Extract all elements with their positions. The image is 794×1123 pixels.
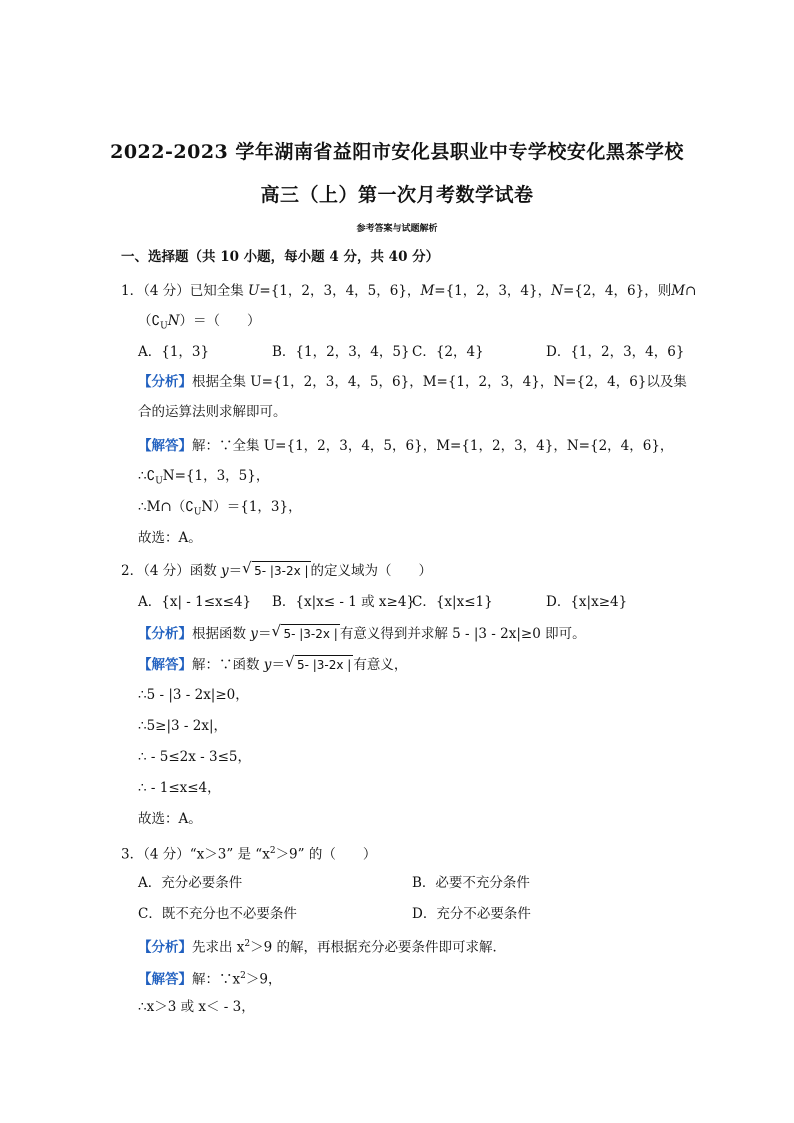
- q2-radicand: 5- |3-2x |: [252, 561, 310, 580]
- q2-stem-text: 2．（4 分）函数: [121, 563, 222, 579]
- q1-analysis: [138, 373, 687, 391]
- q3-analysis: [138, 935, 506, 957]
- q3-analysis-sup: 2: [244, 939, 251, 949]
- q1-solution: [138, 437, 673, 455]
- q2-solution-equals: ＝: [271, 657, 285, 673]
- sqrt-icon: √: [271, 622, 281, 640]
- q2-analysis-equals: ＝: [257, 626, 272, 642]
- q2-solution: [138, 655, 407, 674]
- q1-set-u: ={1，2，3，4，5，6}，: [259, 283, 421, 299]
- q1-analysis-line-2: 合的运算法则求解即可。: [138, 404, 287, 420]
- page-title-line-1: 2022-2023 学年湖南省益阳市安化县职业中专学校安化黑茶学校: [110, 141, 684, 163]
- question-3-stem: [121, 842, 376, 864]
- q2-analysis-tag: 【分析】: [138, 626, 192, 642]
- page-title-line-2: 高三（上）第一次月考数学试卷: [260, 184, 534, 206]
- q1-solution-step-1: [138, 467, 269, 491]
- q3-solution: [138, 967, 281, 989]
- q1-solution-tag: 【解答】: [138, 438, 192, 454]
- q1-var-m2: M: [671, 283, 686, 299]
- q1-step2-sub: U: [193, 507, 202, 518]
- q2-stem-end: 的定义域为（ ）: [310, 563, 433, 579]
- q3-option-a: A．充分必要条件: [138, 875, 243, 891]
- q1-var-n: N: [551, 283, 563, 299]
- q2-solution-radicand: 5- |3-2x |: [295, 655, 353, 674]
- q1-var-n2: N: [167, 313, 180, 329]
- q1-option-c: C．{2，4}: [412, 344, 484, 360]
- q1-stem-end: ）＝（ ）: [179, 313, 261, 329]
- q3-step-1: ∴x＞3 或 x＜ - 3，: [138, 999, 255, 1015]
- q2-option-d: D．{x|x≥4}: [546, 594, 628, 610]
- q1-complement: （∁: [138, 313, 161, 329]
- q3-stem-sup: 2: [269, 846, 276, 856]
- q2-step-4: ∴ - 1≤x≤4，: [138, 780, 221, 796]
- sqrt-icon: √: [284, 653, 295, 671]
- q1-option-b: B．{1，2，3，4，5}: [272, 344, 410, 360]
- q2-option-a: A．{x| - 1≤x≤4}: [138, 594, 252, 610]
- q2-var-y: y: [221, 563, 229, 579]
- q1-step2-a: ∴M∩（∁: [138, 499, 194, 515]
- question-2-stem: [121, 561, 432, 580]
- page-subtitle: 参考答案与试题解析: [356, 224, 438, 234]
- q1-option-a: A．{1，3}: [138, 344, 210, 360]
- q2-solution-text-a: 解：∵函数: [192, 657, 264, 673]
- q3-solution-sup: 2: [240, 971, 246, 981]
- q2-solution-text-b: 有意义，: [353, 657, 408, 673]
- q2-solution-var-y: y: [263, 657, 272, 673]
- q1-analysis-tag: 【分析】: [138, 374, 192, 390]
- q3-analysis-tag: 【分析】: [138, 939, 192, 956]
- q2-step-3: ∴ - 5≤2x - 3≤5，: [138, 749, 251, 765]
- q1-var-u: U: [248, 283, 260, 299]
- q3-option-c: C．既不充分也不必要条件: [138, 906, 297, 922]
- q1-option-d: D．{1，2，3，4，6}: [546, 344, 685, 360]
- q3-solution-text-b: ＞9，: [245, 971, 282, 988]
- q2-step-2: ∴5≥|3 - 2x|，: [138, 718, 228, 734]
- q1-intersect: ∩: [685, 283, 697, 299]
- question-1-stem-line-2: [138, 312, 261, 336]
- q1-stem-text: 1．（4 分）已知全集: [121, 283, 249, 299]
- q3-option-b: B．必要不充分条件: [412, 875, 530, 891]
- q2-analysis: [138, 624, 586, 643]
- q2-analysis-var-y: y: [250, 626, 258, 642]
- q1-step1-b: N={1，3，5}，: [162, 468, 270, 484]
- q2-analysis-radicand: 5- |3-2x |: [281, 624, 339, 643]
- sqrt-icon: √: [242, 559, 252, 577]
- q1-step2-b: N）＝{1，3}，: [201, 499, 302, 515]
- q2-answer: 故选：A。: [138, 811, 202, 827]
- q2-step-1: ∴5 - |3 - 2x|≥0，: [138, 687, 249, 703]
- q2-equals: ＝: [228, 563, 243, 579]
- q1-set-n: ={2，4，6}，则: [562, 283, 672, 299]
- q1-step1-sub: U: [155, 476, 163, 487]
- q1-analysis-text: 根据全集 U={1，2，3，4，5，6}，M={1，2，3，4}，N={2，4，6}以及集: [192, 374, 687, 390]
- q3-solution-tag: 【解答】: [138, 971, 192, 988]
- q3-analysis-text-b: ＞9 的解，再根据充分必要条件即可求解．: [250, 939, 507, 956]
- q3-stem-end: ＞9” 的（ ）: [275, 846, 377, 863]
- q2-sqrt: [242, 561, 310, 580]
- q3-stem-text: 3．（4 分）“x＞3” 是 “x: [121, 846, 270, 863]
- q2-analysis-text-b: 有意义得到并求解 5 - |3 - 2x|≥0 即可。: [339, 626, 586, 642]
- q2-option-c: C．{x|x≤1}: [412, 594, 493, 610]
- q2-analysis-text-a: 根据函数: [192, 626, 251, 642]
- q2-option-b: B．{x|x≤ - 1 或 x≥4}: [272, 594, 416, 610]
- q1-complement-sub: U: [160, 321, 168, 332]
- q1-solution-text: 解：∵全集 U={1，2，3，4，5，6}，M={1，2，3，4}，N={2，4，6}，: [192, 438, 674, 454]
- q2-solution-sqrt: [285, 655, 353, 674]
- q2-solution-tag: 【解答】: [138, 657, 192, 673]
- q1-solution-step-2: [138, 498, 302, 522]
- q1-set-m: ={1，2，3，4}，: [434, 283, 552, 299]
- q3-analysis-text-a: 先求出 x: [192, 939, 245, 956]
- q3-option-d: D．充分不必要条件: [412, 906, 531, 922]
- q1-answer: 故选：A。: [138, 530, 202, 546]
- q3-solution-text-a: 解：∵x: [192, 971, 241, 988]
- section-heading: 一、选择题（共 10 小题，每小题 4 分，共 40 分）: [121, 249, 440, 265]
- question-1-stem: [121, 282, 696, 300]
- q1-step1-a: ∴∁: [138, 468, 156, 484]
- q2-analysis-sqrt: [271, 624, 339, 643]
- q1-var-m: M: [420, 283, 435, 299]
